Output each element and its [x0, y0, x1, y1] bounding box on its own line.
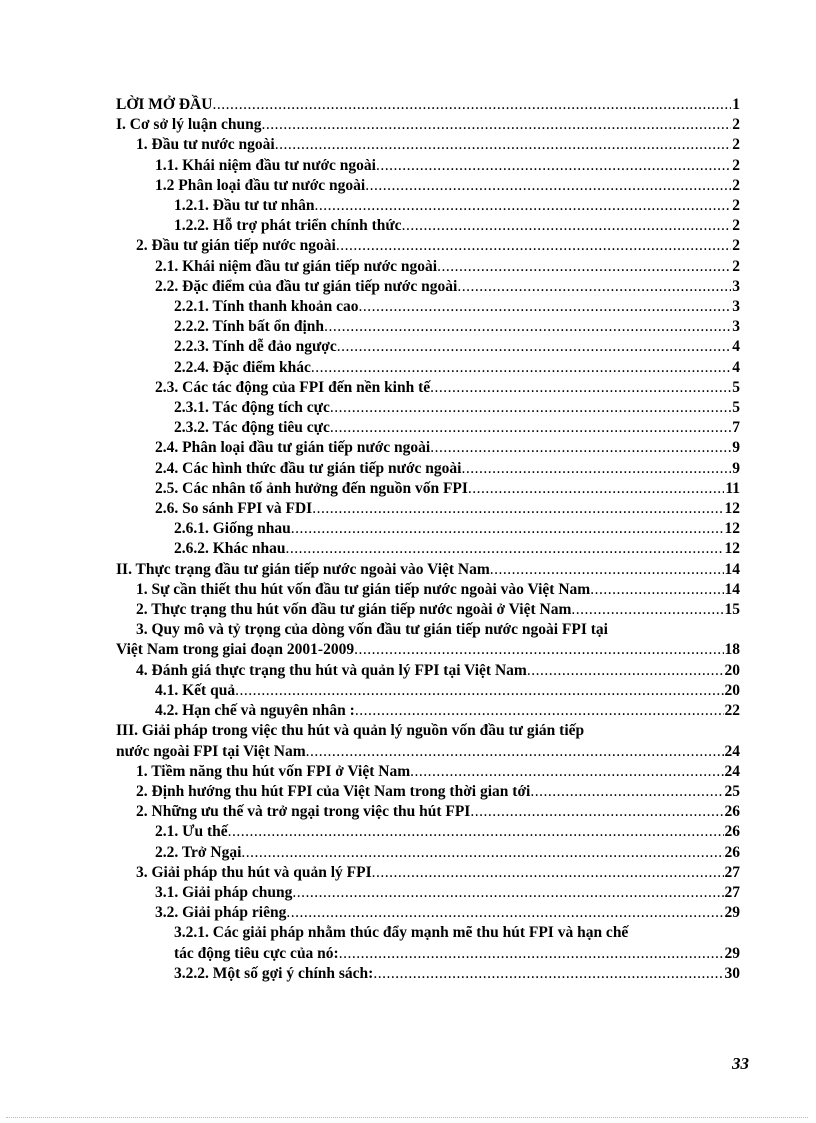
- dot-leader: [590, 580, 723, 600]
- toc-entry-page: 4: [732, 338, 740, 356]
- dot-leader: [372, 863, 724, 883]
- toc-entry-page: 12: [724, 500, 740, 518]
- toc-entry-title: 4.2. Hạn chế và nguyên nhân :: [155, 702, 355, 720]
- toc-entry-page: 26: [724, 843, 740, 861]
- toc-entry-title: 2.3.2. Tác động tiêu cực: [174, 419, 330, 437]
- toc-entry-title: I. Cơ sở lý luận chung: [116, 116, 262, 134]
- dot-leader: [262, 115, 732, 135]
- toc-entry-title: 2.6.1. Giống nhau: [174, 520, 291, 538]
- toc-entry-page: 30: [724, 964, 740, 982]
- toc-entry[interactable]: [116, 883, 740, 903]
- toc-entry[interactable]: [116, 802, 740, 822]
- toc-entry[interactable]: [116, 156, 740, 176]
- toc-entry-title: 1.1. Khái niệm đầu tư nước ngoài: [155, 156, 376, 174]
- toc-entry-title: 3.1. Giải pháp chung: [155, 883, 293, 901]
- dot-leader: [470, 802, 723, 822]
- toc-entry-title: 1.2 Phân loại đầu tư nước ngoài: [155, 176, 366, 194]
- toc-entry[interactable]: [116, 620, 740, 660]
- toc-entry[interactable]: [116, 762, 740, 782]
- toc-entry[interactable]: [116, 236, 740, 256]
- toc-entry-page: 3: [732, 318, 740, 336]
- toc-entry-title: 1. Sự cần thiết thu hút vốn đầu tư gián tiếp nước ngoài vào Việt Nam: [136, 580, 591, 598]
- toc-entry-title: 2.1. Ưu thế: [155, 823, 228, 841]
- toc-entry-page: 2: [732, 156, 740, 174]
- toc-entry[interactable]: [116, 317, 740, 337]
- dot-leader: [468, 479, 724, 499]
- toc-entry-title: 2.2.3. Tính dễ đảo ngược: [174, 338, 337, 356]
- toc-entry[interactable]: [116, 398, 740, 418]
- toc-entry-title: 2.4. Phân loại đầu tư gián tiếp nước ngoài: [155, 439, 431, 457]
- toc-entry[interactable]: [116, 297, 740, 317]
- toc-entry-page: 9: [732, 459, 740, 477]
- toc-entry[interactable]: [116, 863, 740, 883]
- toc-entry-page: 9: [732, 439, 740, 457]
- toc-entry-page: 11: [725, 479, 740, 497]
- toc-entry-page: 7: [732, 419, 740, 437]
- toc-entry[interactable]: [116, 661, 740, 681]
- dot-leader: [286, 539, 724, 559]
- toc-entry-title: 2.6.2. Khác nhau: [174, 540, 286, 558]
- dot-leader: [228, 822, 724, 842]
- toc-entry[interactable]: [116, 479, 740, 499]
- dot-leader: [437, 257, 731, 277]
- toc-entry[interactable]: [116, 257, 740, 277]
- toc-entry-title: 3.2.2. Một số gợi ý chính sách:: [174, 964, 374, 982]
- toc-entry-page: 20: [724, 661, 740, 679]
- dot-leader: [311, 358, 731, 378]
- toc-entry[interactable]: [116, 358, 740, 378]
- toc-entry-title: 3. Giải pháp thu hút và quản lý FPI: [136, 863, 372, 881]
- toc-entry-title: 1. Đầu tư nước ngoài: [136, 136, 275, 154]
- toc-entry[interactable]: [116, 438, 740, 458]
- dot-leader: [336, 236, 731, 256]
- toc-entry-title: 3. Quy mô và tỷ trọng của dòng vốn đầu tư gián tiếp nước ngoài FPI tại: [136, 621, 608, 639]
- toc-entry[interactable]: [116, 721, 740, 761]
- dot-leader: [275, 135, 732, 155]
- toc-entry[interactable]: [116, 115, 740, 135]
- dot-leader: [457, 277, 731, 297]
- toc-entry[interactable]: [116, 681, 740, 701]
- dot-leader: [292, 883, 723, 903]
- dot-leader: [330, 418, 731, 438]
- dot-leader: [430, 438, 731, 458]
- table-of-contents: [116, 95, 740, 984]
- toc-entry[interactable]: [116, 843, 740, 863]
- dot-leader: [430, 378, 731, 398]
- toc-entry-page: 29: [724, 904, 740, 922]
- toc-entry-page: 26: [724, 823, 740, 841]
- toc-entry-title: LỜI MỞ ĐẦU: [116, 96, 213, 113]
- dot-leader: [286, 903, 723, 923]
- dot-leader: [241, 843, 723, 863]
- toc-entry-page: 3: [732, 277, 740, 295]
- toc-entry-title: 2.6. So sánh FPI và FDI: [155, 500, 313, 518]
- dot-leader: [373, 964, 723, 984]
- toc-entry[interactable]: [116, 701, 740, 721]
- toc-entry-title: 2.2. Đặc điểm của đầu tư gián tiếp nước ngoài: [155, 277, 458, 295]
- toc-entry-title-continued: tác động tiêu cực của nó:: [174, 944, 339, 962]
- toc-entry-page: 15: [724, 601, 740, 619]
- toc-entry-page: 2: [732, 176, 740, 194]
- toc-entry-title: 2. Thực trạng thu hút vốn đầu tư gián tiếp nước ngoài ở Việt Nam: [136, 601, 572, 619]
- dot-leader: [355, 701, 724, 721]
- toc-entry-title: 1.2.1. Đầu tư tư nhân: [174, 197, 315, 215]
- toc-entry[interactable]: [116, 519, 740, 539]
- dot-leader: [359, 297, 732, 317]
- toc-entry-page: 22: [724, 702, 740, 720]
- toc-entry-page: 1: [732, 96, 740, 113]
- toc-entry[interactable]: [116, 782, 740, 802]
- toc-entry[interactable]: [116, 196, 740, 216]
- toc-entry[interactable]: [116, 135, 740, 155]
- dot-leader: [354, 640, 723, 660]
- page-number: 33: [732, 1054, 749, 1073]
- toc-entry[interactable]: [116, 600, 740, 620]
- toc-entry-page: 3: [732, 298, 740, 316]
- toc-entry-page: 12: [724, 520, 740, 538]
- toc-entry-page: 12: [724, 540, 740, 558]
- toc-entry-page: 20: [724, 681, 740, 699]
- toc-entry-title: 2.2.4. Đặc điểm khác: [174, 358, 311, 376]
- toc-entry[interactable]: [116, 560, 740, 580]
- toc-entry[interactable]: [116, 539, 740, 559]
- dot-leader: [306, 742, 724, 762]
- toc-entry-page: 2: [732, 116, 740, 134]
- dot-leader: [291, 519, 724, 539]
- dot-leader: [314, 196, 731, 216]
- toc-entry-title: 2. Đầu tư gián tiếp nước ngoài: [136, 237, 336, 255]
- dot-leader: [337, 337, 732, 357]
- toc-entry-page: 2: [732, 237, 740, 255]
- toc-entry[interactable]: [116, 277, 740, 297]
- toc-entry-title: 2.1. Khái niệm đầu tư gián tiếp nước ngoài: [155, 257, 438, 275]
- toc-entry-page: 14: [724, 580, 740, 598]
- toc-entry-page: 4: [732, 358, 740, 376]
- toc-entry-page: 18: [724, 641, 740, 659]
- dot-leader: [212, 95, 731, 115]
- dot-leader: [462, 459, 732, 479]
- toc-entry[interactable]: [116, 216, 740, 236]
- toc-entry-title: 4. Đánh giá thực trạng thu hút và quản lý FPI tại Việt Nam: [136, 661, 527, 679]
- toc-entry-title: 2. Định hướng thu hút FPI của Việt Nam trong thời gian tới: [136, 782, 531, 800]
- toc-entry-page: 24: [724, 762, 740, 780]
- toc-entry-page: 29: [724, 944, 740, 962]
- toc-entry-page: 26: [724, 803, 740, 821]
- toc-entry-title: 2.2.2. Tính bất ổn định: [174, 318, 325, 336]
- toc-entry[interactable]: [116, 378, 740, 398]
- toc-entry[interactable]: [116, 418, 740, 438]
- toc-entry[interactable]: [116, 176, 740, 196]
- dot-leader: [339, 944, 724, 964]
- toc-entry-title: 3.2.1. Các giải pháp nhằm thúc đẩy mạnh mẽ thu hút FPI và hạn chế: [174, 924, 629, 942]
- toc-entry[interactable]: [116, 337, 740, 357]
- toc-entry[interactable]: [116, 459, 740, 479]
- toc-entry-title: 1. Tiềm năng thu hút vốn FPI ở Việt Nam: [136, 762, 411, 780]
- dot-leader: [490, 560, 724, 580]
- toc-entry-title: 2.2. Trở Ngại: [155, 843, 242, 861]
- dot-leader: [365, 176, 731, 196]
- toc-entry-page: 2: [732, 136, 740, 154]
- toc-entry-page: 2: [732, 197, 740, 215]
- dot-leader: [410, 762, 723, 782]
- toc-entry-page: 27: [724, 863, 740, 881]
- toc-entry-page: 5: [732, 378, 740, 396]
- toc-entry-page: 2: [732, 257, 740, 275]
- toc-entry[interactable]: [116, 95, 740, 115]
- toc-entry-title: 1.2.2. Hỗ trợ phát triển chính thức: [174, 217, 402, 235]
- toc-entry-title: 3.2. Giải pháp riêng: [155, 904, 287, 922]
- dot-leader: [571, 600, 723, 620]
- toc-entry[interactable]: [116, 903, 740, 923]
- toc-entry-title: III. Giải pháp trong việc thu hút và quản lý nguồn vốn đầu tư gián tiếp: [116, 722, 585, 740]
- toc-entry-title: 2.5. Các nhân tố ảnh hưởng đến nguồn vốn FPI: [155, 479, 468, 497]
- toc-entry-title: 4.1. Kết quả: [155, 681, 236, 699]
- dot-leader: [324, 317, 731, 337]
- toc-entry-title: 2.3.1. Tác động tích cực: [174, 399, 330, 417]
- toc-entry-page: 14: [724, 560, 740, 578]
- toc-entry[interactable]: [116, 499, 740, 519]
- toc-entry-title: 2. Những ưu thế và trở ngại trong việc thu hút FPI: [136, 803, 471, 821]
- toc-entry-page: 2: [732, 217, 740, 235]
- dot-leader: [527, 661, 724, 681]
- dot-leader: [402, 216, 732, 236]
- dot-leader: [376, 156, 731, 176]
- dot-leader: [312, 499, 723, 519]
- toc-entry-page: 5: [732, 399, 740, 417]
- dot-leader: [235, 681, 723, 701]
- dot-leader: [530, 782, 723, 802]
- toc-entry-page: 24: [724, 742, 740, 760]
- toc-entry-title-continued: nước ngoài FPI tại Việt Nam: [116, 742, 306, 760]
- toc-entry[interactable]: [116, 923, 740, 963]
- toc-entry-page: 25: [724, 782, 740, 800]
- toc-entry[interactable]: [116, 822, 740, 842]
- toc-entry-title-continued: Việt Nam trong giai đoạn 2001-2009: [116, 641, 355, 659]
- toc-entry-page: 27: [724, 883, 740, 901]
- toc-entry[interactable]: [116, 580, 740, 600]
- dot-leader: [330, 398, 731, 418]
- toc-entry-title: 2.4. Các hình thức đầu tư gián tiếp nước ngoài: [155, 459, 462, 477]
- toc-entry-title: 2.2.1. Tính thanh khoản cao: [174, 298, 359, 316]
- toc-entry-title: 2.3. Các tác động của FPI đến nền kinh tế: [155, 378, 431, 396]
- toc-entry[interactable]: [116, 964, 740, 984]
- toc-entry-title: II. Thực trạng đầu tư gián tiếp nước ngoài vào Việt Nam: [116, 560, 490, 578]
